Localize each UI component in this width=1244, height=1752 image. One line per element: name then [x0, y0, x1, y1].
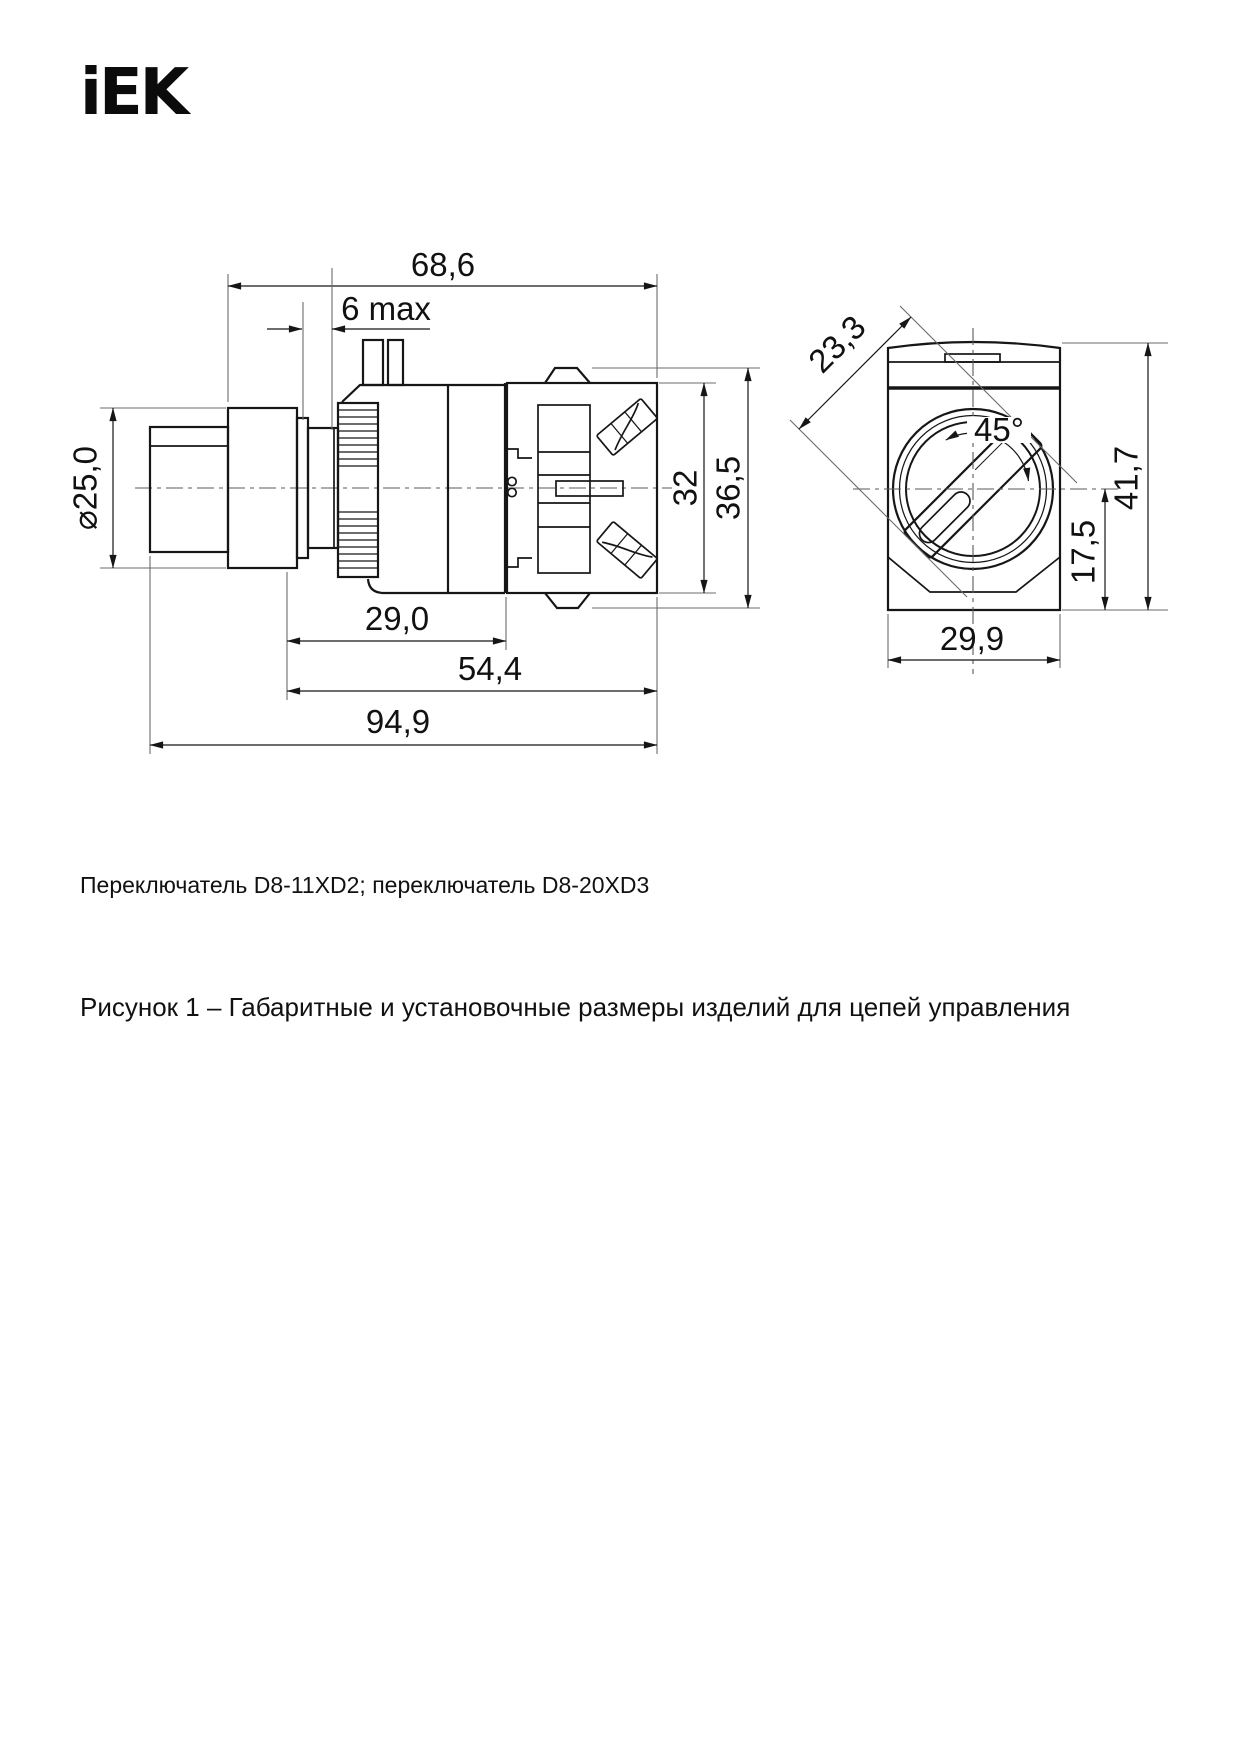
- iek-logo: [80, 56, 192, 130]
- mount-tab: [363, 340, 383, 385]
- dim-front-width: [888, 614, 1060, 668]
- front-view-drawing: [790, 306, 1168, 674]
- mount-tab-slot: [388, 340, 403, 385]
- dim-text-68-6: 68,6: [410, 246, 476, 283]
- contact-block-segments: [538, 452, 590, 527]
- thread-ribs: [339, 410, 377, 568]
- body-top-edge: [342, 385, 505, 402]
- dim-mount-length: [287, 597, 657, 754]
- dim-text-29-0: 29,0: [364, 600, 430, 637]
- dim-text-dia-25: ⌀25,0: [66, 445, 104, 531]
- clamp-terminal-top: [596, 398, 657, 455]
- handle-grip-slot: [916, 488, 974, 546]
- iek-logo-text: iEK: [80, 56, 187, 130]
- contact-block-inner: [538, 405, 590, 573]
- dim-text-32: 32: [666, 469, 704, 507]
- figure-caption: Рисунок 1 – Габаритные и установочные размеры изделий для цепей управления: [80, 992, 1071, 1022]
- body-bottom-edge: [368, 579, 505, 593]
- dim-text-29-9: 29,9: [939, 620, 1005, 657]
- dim-overall-width: [228, 246, 657, 402]
- side-view-drawing: [67, 246, 760, 754]
- terminal-screw-top: [508, 477, 516, 485]
- contact-block-bottom-latch: [545, 593, 590, 608]
- terminal-screw-bottom: [508, 488, 516, 496]
- dim-text-41-7: 41,7: [1107, 445, 1145, 511]
- dim-text-94-9: 94,9: [365, 703, 431, 740]
- product-models-label: Переключатель D8-11XD2; переключатель D8-20XD3: [80, 872, 650, 898]
- block-step-bottom: [507, 558, 532, 567]
- block-step-top: [507, 449, 532, 458]
- dim-text-54-4: 54,4: [457, 650, 523, 687]
- dim-text-45deg: 45°: [974, 411, 1024, 448]
- dim-text-6-max: 6 max: [341, 290, 431, 327]
- dim-panel-max: [267, 268, 431, 430]
- dim-text-36-5: 36,5: [709, 455, 747, 521]
- contact-block-top-latch: [545, 368, 590, 383]
- clamp-terminal-bottom: [596, 521, 657, 578]
- dim-handle-length: [790, 306, 1077, 597]
- dim-contact-block-height: [659, 383, 716, 593]
- dim-total-length: [150, 556, 657, 754]
- threaded-bushing: [338, 403, 378, 577]
- dim-text-23-3: 23,3: [801, 308, 873, 380]
- dim-text-17-5: 17,5: [1064, 519, 1102, 585]
